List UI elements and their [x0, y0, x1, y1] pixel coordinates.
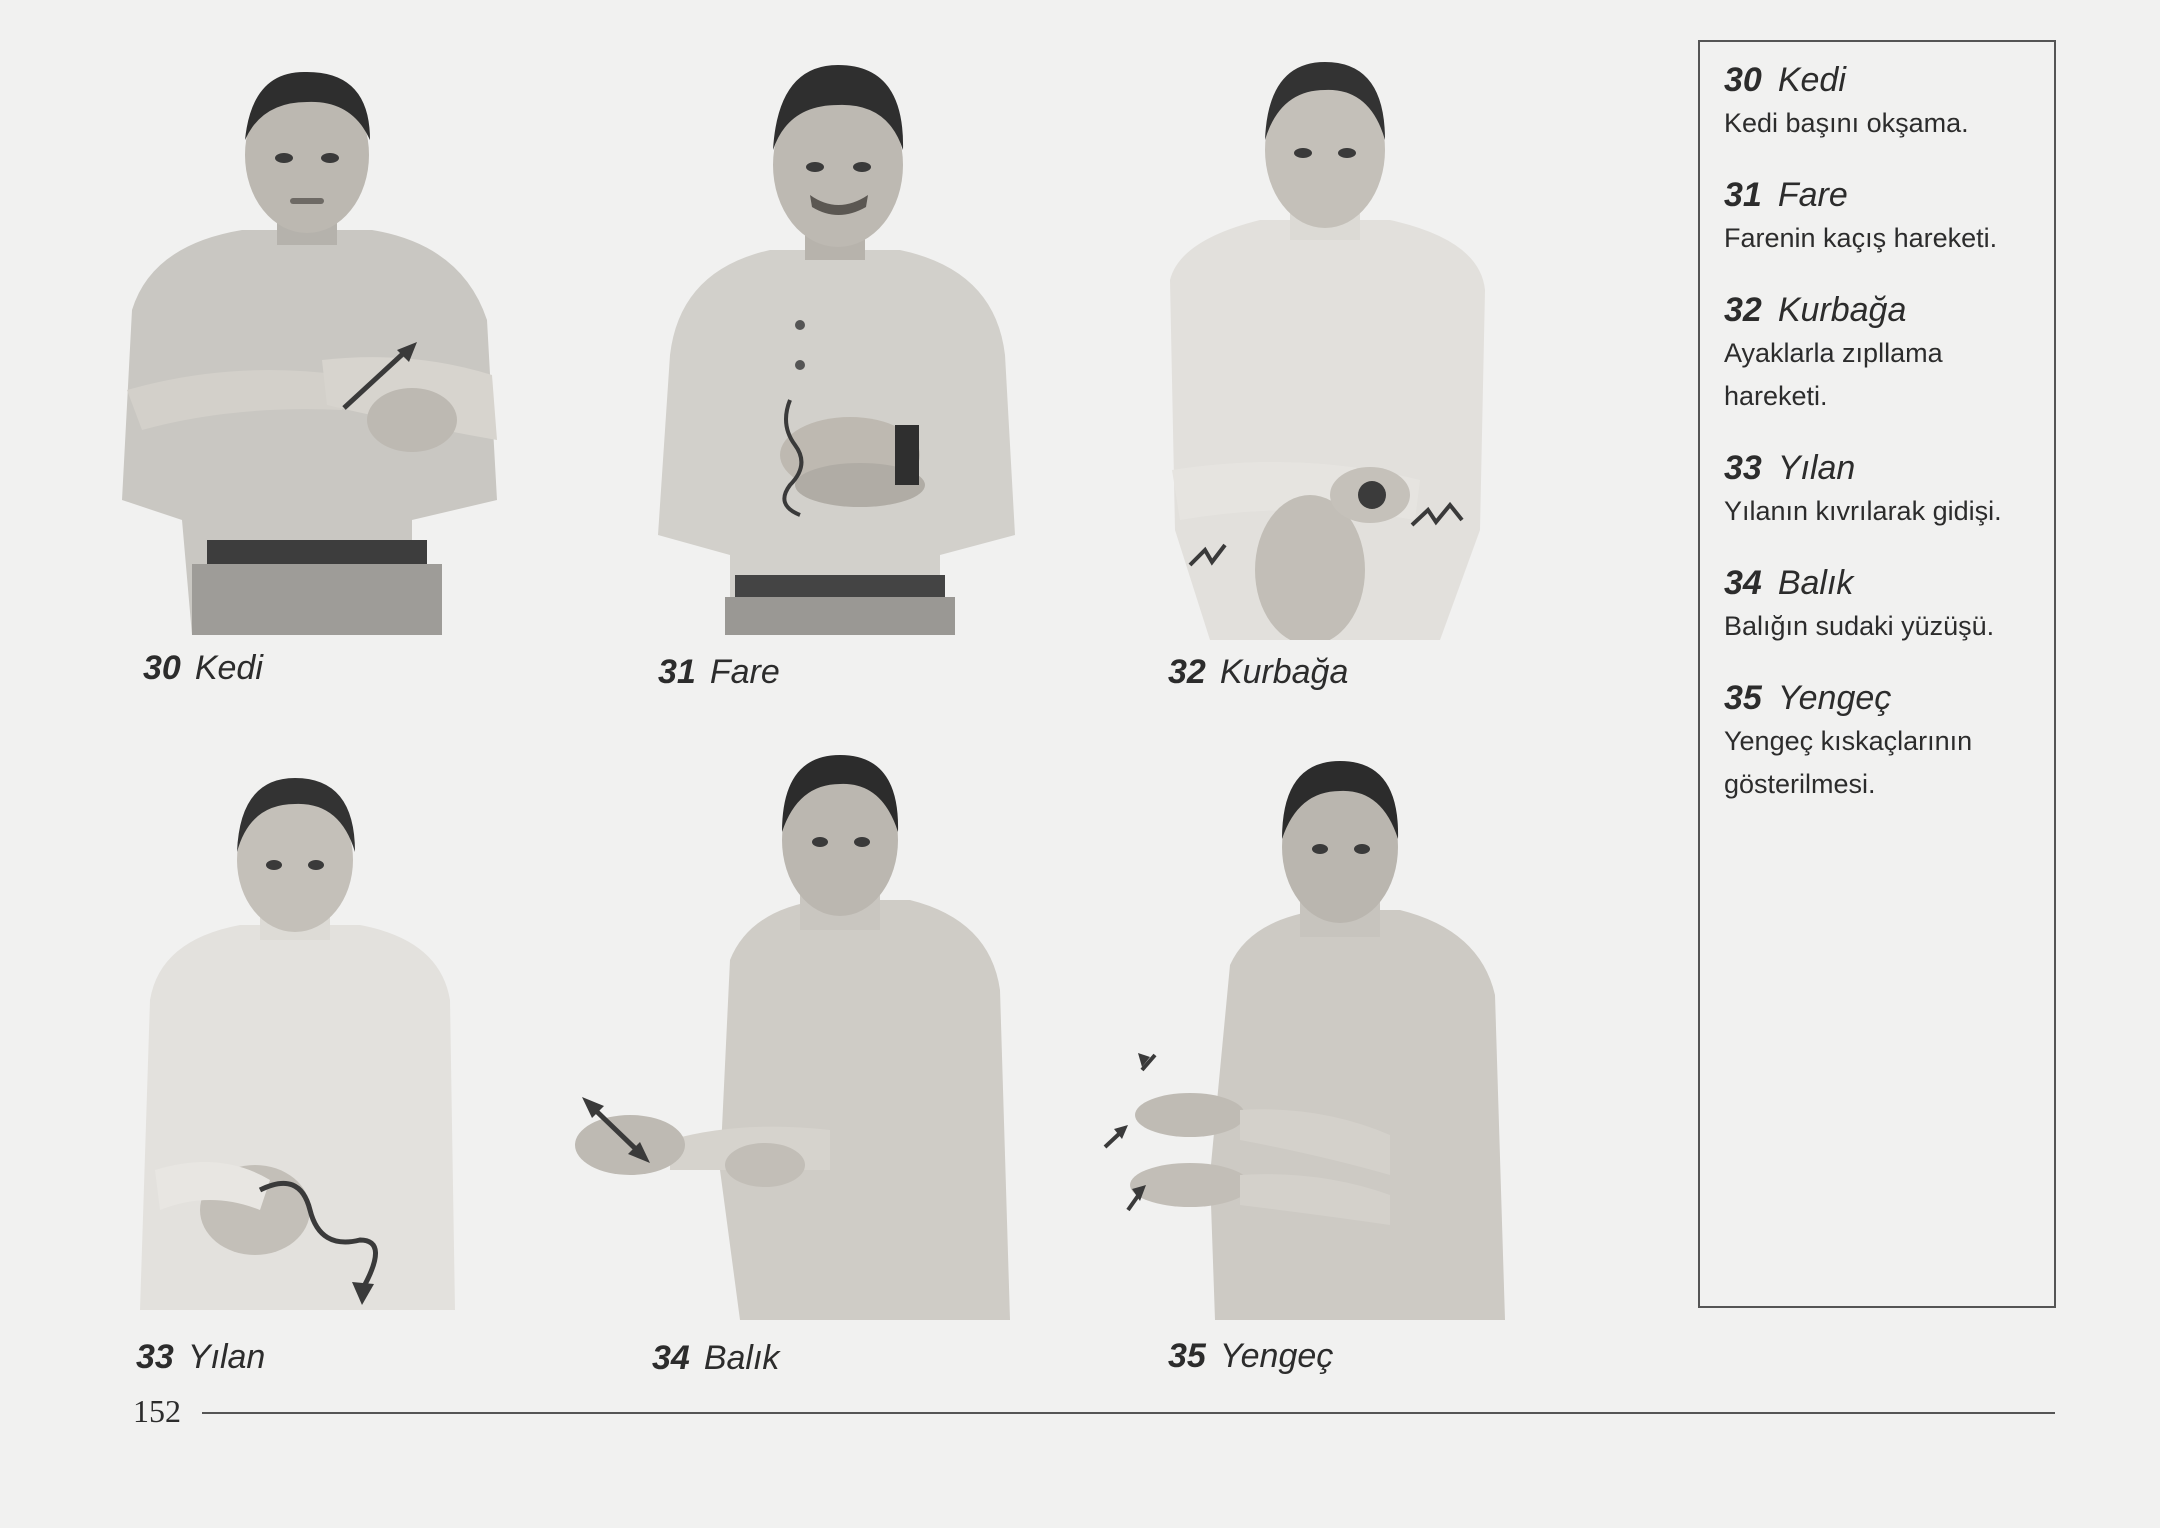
footer-rule [202, 1412, 2055, 1414]
caption-word: Kedi [194, 649, 263, 687]
sign-descriptions-box [1698, 40, 2056, 1308]
caption-yengec [1168, 1336, 1333, 1376]
legend-number: 33 [1724, 449, 1762, 487]
legend-title [1724, 561, 2054, 605]
legend-word: Balık [1777, 564, 1854, 602]
legend-title [1724, 446, 2054, 490]
legend-description: Ayaklarla zıpllama hareketi. [1724, 338, 1943, 411]
legend-word: Kurbağa [1777, 291, 1907, 329]
legend-number: 35 [1724, 679, 1762, 717]
photo-sign-kurbaga [1150, 50, 1500, 640]
legend-entry-kurbaga [1724, 288, 2054, 418]
signer-figure-kurbaga [1150, 50, 1500, 640]
caption-word: Yılan [187, 1338, 266, 1376]
signer-figure-kedi [112, 60, 502, 635]
signer-figure-fare [650, 55, 1020, 635]
caption-kurbaga [1168, 652, 1348, 692]
signer-figure-yengec [1100, 755, 1510, 1320]
caption-balik [652, 1338, 779, 1378]
legend-word: Yengeç [1777, 679, 1892, 717]
legend-description: Balığın sudaki yüzüşü. [1724, 611, 1995, 641]
caption-number: 35 [1168, 1337, 1206, 1375]
legend-title [1724, 58, 2054, 102]
legend-number: 32 [1724, 291, 1762, 329]
signer-figure-balik [570, 750, 1010, 1320]
legend-word: Yılan [1777, 449, 1856, 487]
legend-number: 30 [1724, 61, 1762, 99]
legend-title [1724, 676, 2054, 720]
caption-word: Balık [703, 1339, 780, 1377]
caption-kedi [143, 648, 263, 688]
caption-number: 30 [143, 649, 181, 687]
caption-fare [658, 652, 780, 692]
legend-description: Farenin kaçış hareketi. [1724, 223, 1998, 253]
photo-sign-yilan [130, 770, 470, 1320]
legend-description: Yengeç kıskaçlarının gösterilmesi. [1724, 726, 1973, 799]
signer-figure-yilan [130, 770, 470, 1320]
legend-title [1724, 173, 2054, 217]
photo-sign-balik [570, 750, 1010, 1320]
photo-sign-kedi [112, 60, 502, 635]
legend-number: 31 [1724, 176, 1762, 214]
caption-number: 31 [658, 653, 696, 691]
legend-word: Kedi [1777, 61, 1846, 99]
legend-description: Yılanın kıvrılarak gidişi. [1724, 496, 2002, 526]
caption-word: Yengeç [1219, 1337, 1334, 1375]
legend-entry-kedi [1724, 58, 2054, 145]
legend-title [1724, 288, 2054, 332]
caption-word: Kurbağa [1219, 653, 1349, 691]
caption-yilan [136, 1337, 265, 1377]
legend-description: Kedi başını okşama. [1724, 108, 1969, 138]
legend-entry-yilan [1724, 446, 2054, 533]
legend-word: Fare [1777, 176, 1848, 214]
page-number: 152 [133, 1393, 181, 1429]
photo-sign-fare [650, 55, 1020, 635]
caption-word: Fare [709, 653, 780, 691]
legend-entry-yengec [1724, 676, 2054, 806]
legend-entry-balik [1724, 561, 2054, 648]
caption-number: 34 [652, 1339, 690, 1377]
legend-number: 34 [1724, 564, 1762, 602]
legend-entry-fare [1724, 173, 2054, 260]
caption-number: 33 [136, 1338, 174, 1376]
caption-number: 32 [1168, 653, 1206, 691]
photo-sign-yengec [1100, 755, 1510, 1320]
